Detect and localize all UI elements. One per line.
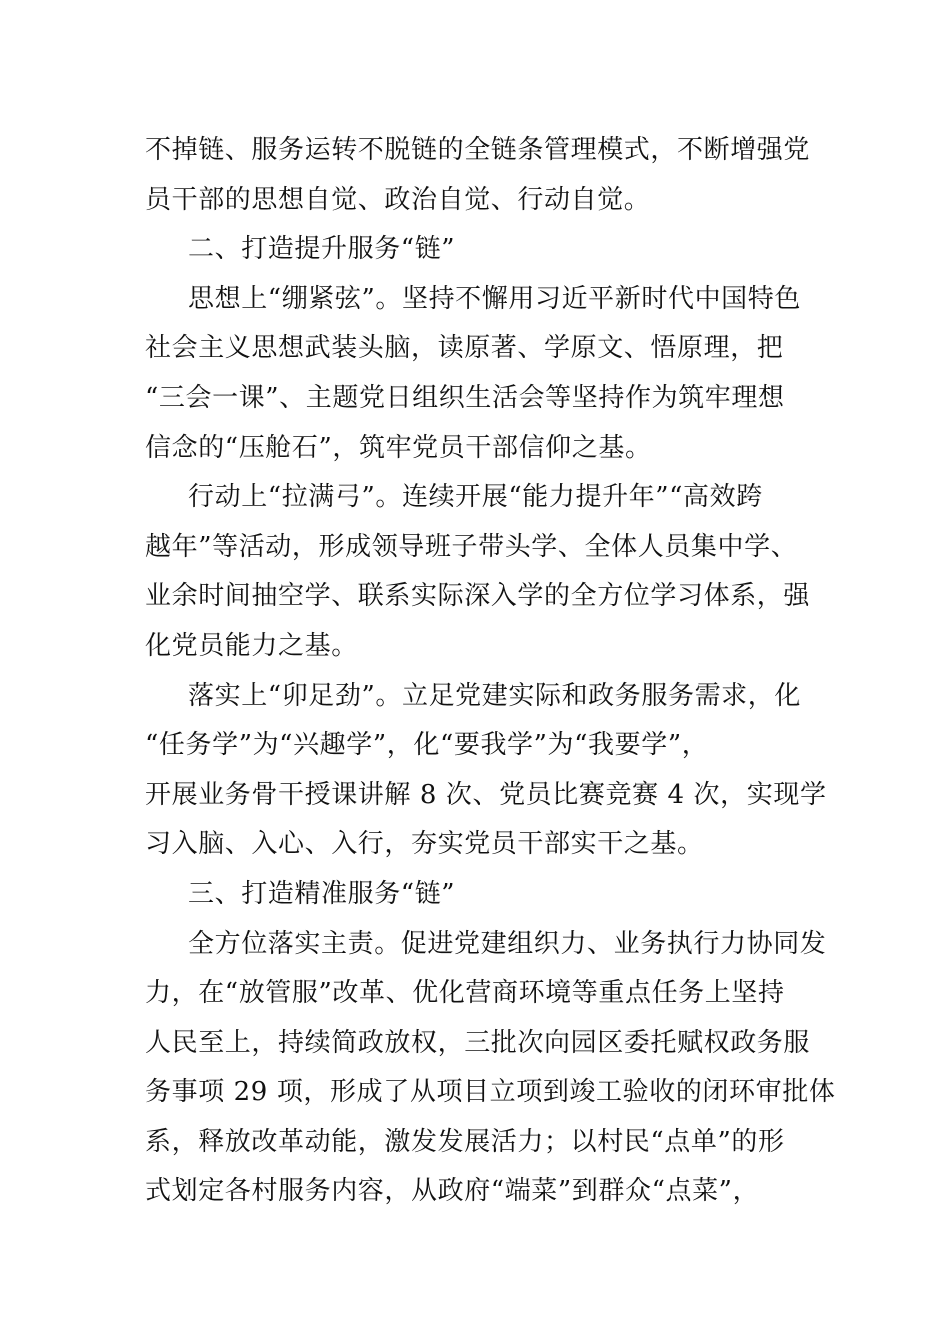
- text-line: “三会一课”、主题党日组织生活会等坚持作为筑牢理想: [145, 382, 785, 413]
- text-line: 式划定各村服务内容，从政府“端菜”到群众“点菜”，: [145, 1176, 760, 1207]
- text-line: 习入脑、入心、入行，夯实党员干部实干之基。: [145, 829, 704, 860]
- section-heading: 二、打造提升服务“链”: [188, 234, 456, 265]
- section-heading: 三、打造精准服务“链”: [188, 878, 456, 909]
- text-line: 信念的“压舱石”，筑牢党员干部信仰之基。: [145, 432, 652, 463]
- text-line: “任务学”为“兴趣学”，化“要我学”为“我要学”，: [145, 730, 709, 761]
- text-line: 越年”等活动，形成领导班子带头学、全体人员集中学、: [145, 531, 798, 562]
- paragraph-start: 落实上“卯足劲”。立足党建实际和政务服务需求，化: [188, 680, 801, 711]
- text-line: 社会主义思想武装头脑，读原著、学原文、悟原理，把: [145, 333, 784, 364]
- paragraph-start: 思想上“绷紧弦”。坚持不懈用习近平新时代中国特色: [188, 283, 801, 314]
- text-line: 系，释放改革动能，激发发展活力；以村民“点单”的形: [145, 1126, 785, 1157]
- text-line: 力，在“放管服”改革、优化营商环境等重点任务上坚持: [145, 978, 785, 1009]
- text-line: 不掉链、服务运转不脱链的全链条管理模式，不断增强党: [145, 135, 811, 165]
- text-line: 业余时间抽空学、联系实际深入学的全方位学习体系，强: [145, 581, 811, 612]
- paragraph-start: 行动上“拉满弓”。连续开展“能力提升年”“高效跨: [188, 482, 763, 513]
- text-line: 人民至上，持续简政放权，三批次向园区委托赋权政务服: [145, 1027, 811, 1058]
- text-line: 务事项 29 项，形成了从项目立项到竣工验收的闭环审批体: [145, 1077, 836, 1108]
- text-line: 化党员能力之基。: [145, 630, 358, 661]
- document-body: [145, 126, 836, 1217]
- text-line: 员干部的思想自觉、政治自觉、行动自觉。: [145, 184, 651, 215]
- text-line: 开展业务骨干授课讲解 8 次、党员比赛竞赛 4 次，实现学: [145, 779, 827, 810]
- paragraph-start: 全方位落实主责。促进党建组织力、业务执行力协同发: [188, 928, 827, 959]
